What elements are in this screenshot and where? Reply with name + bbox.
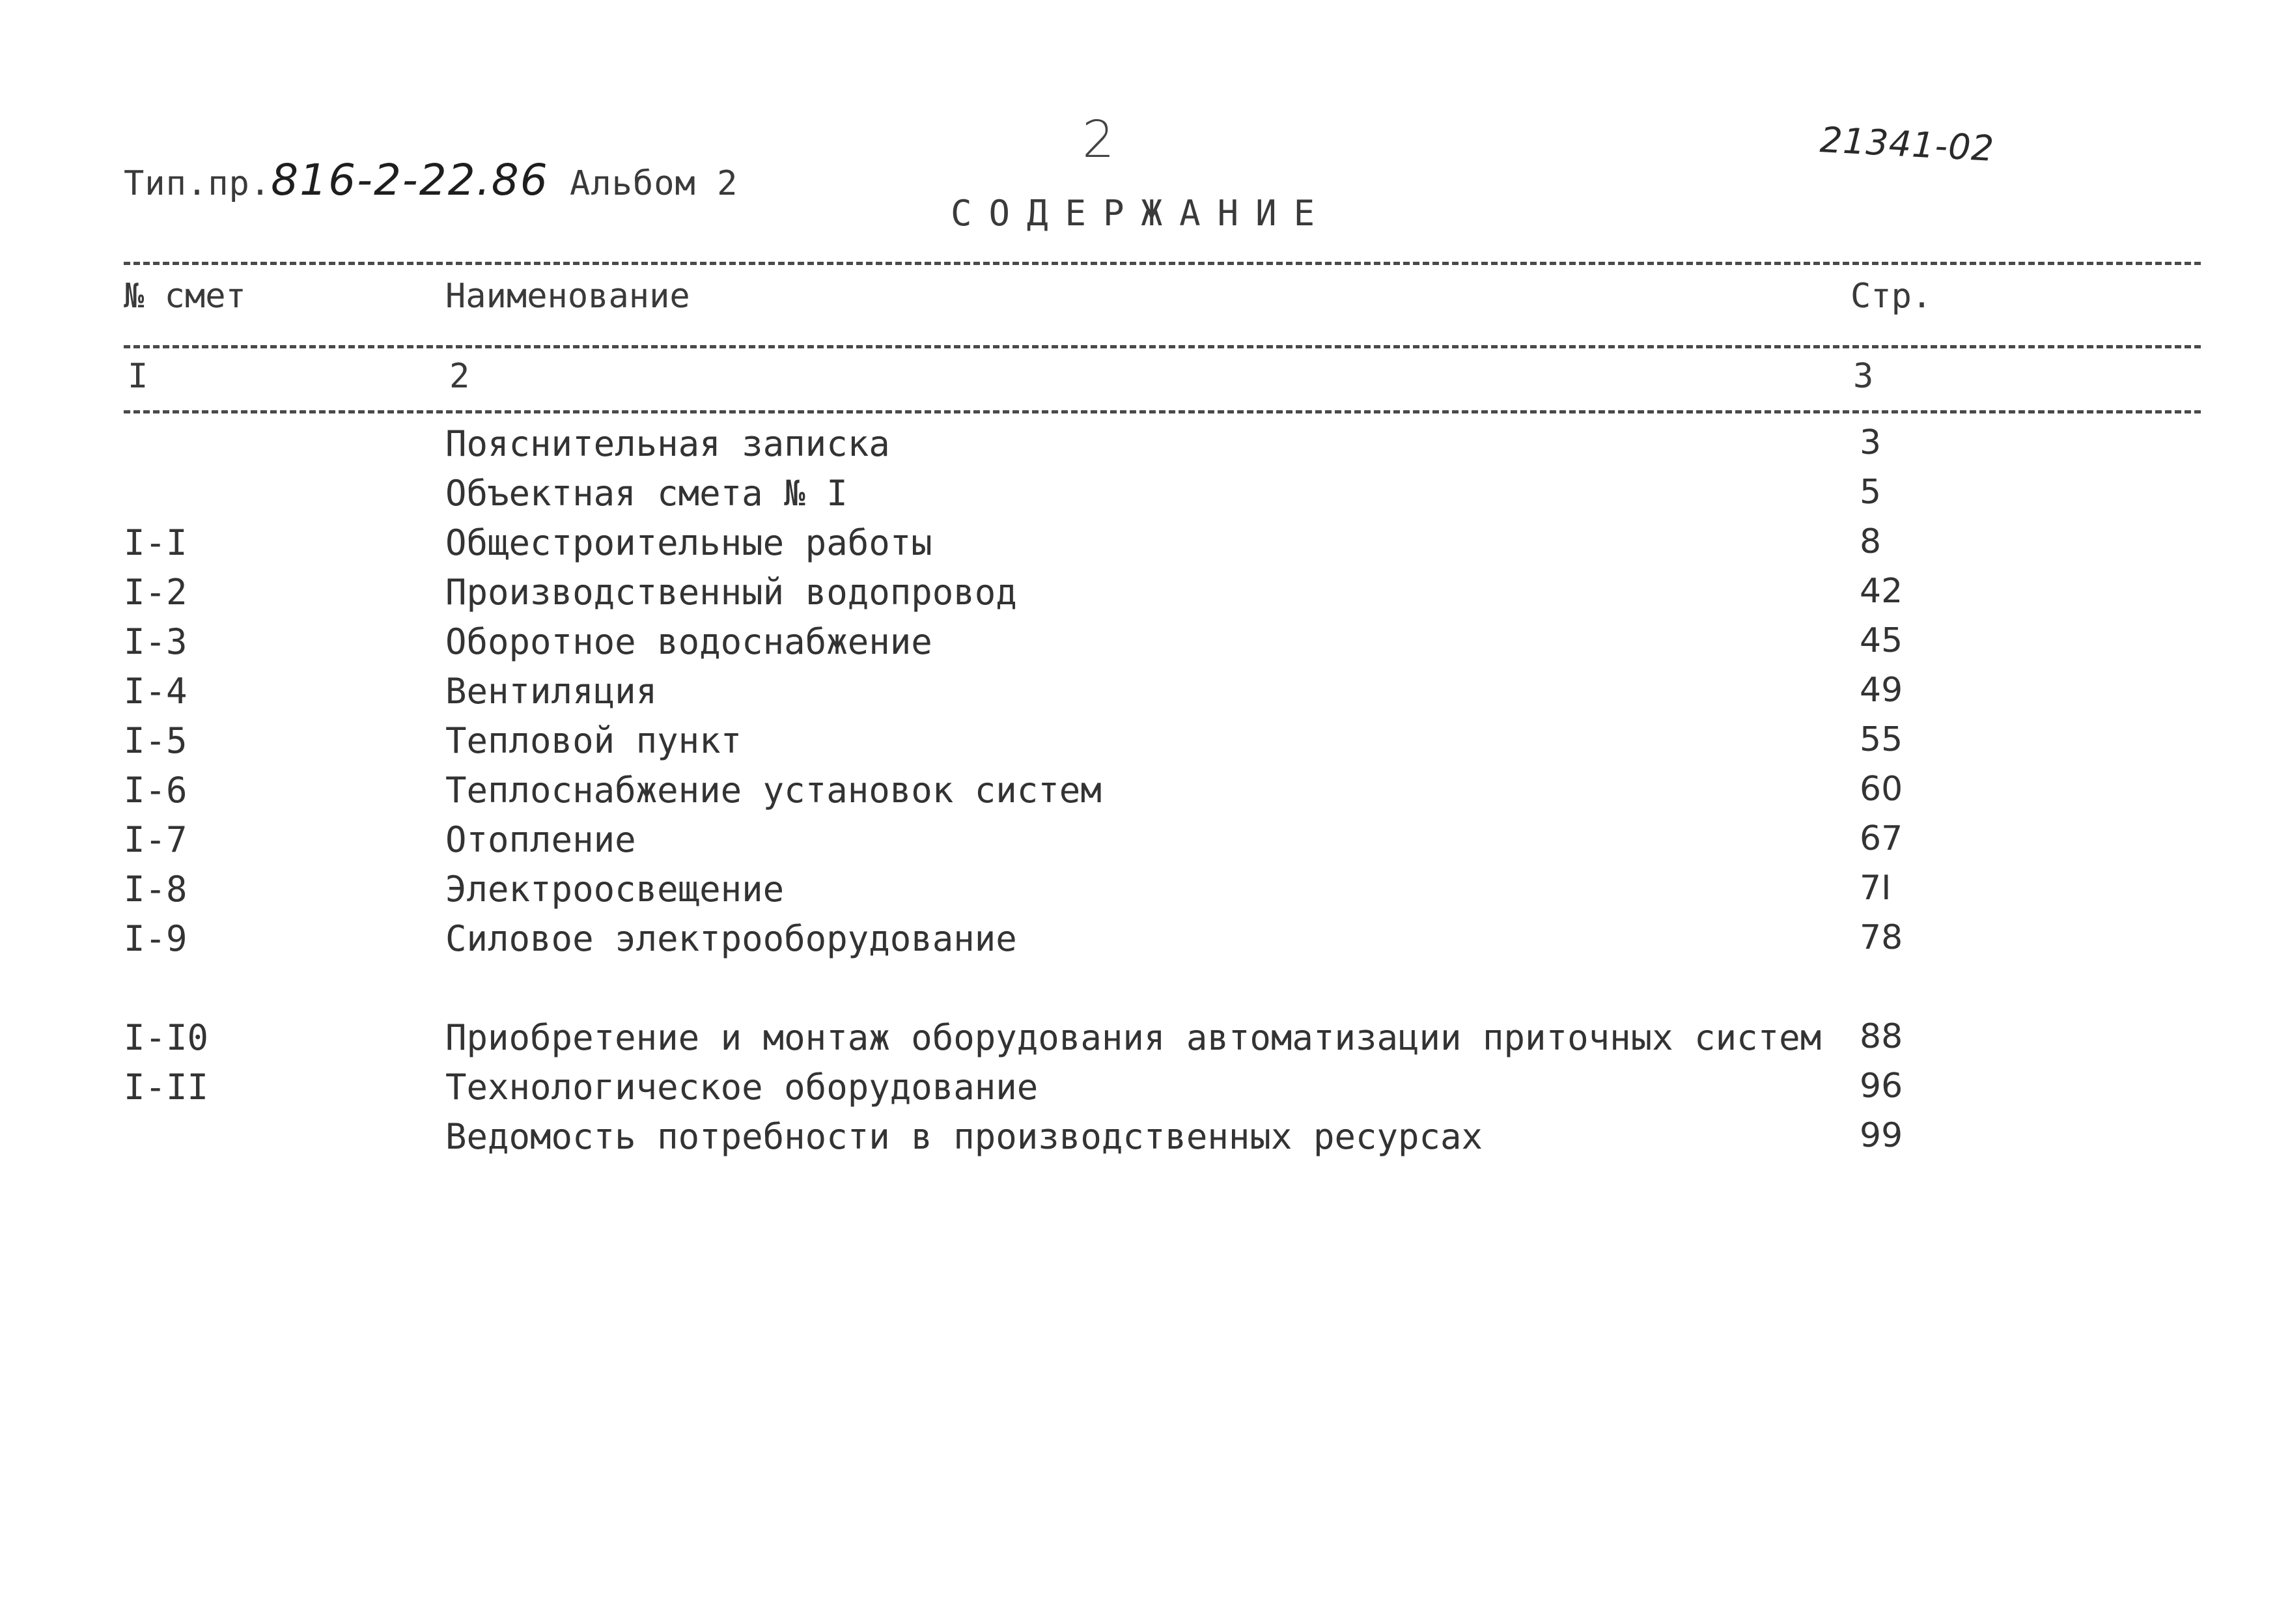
table-row xyxy=(0,720,2290,770)
table-row xyxy=(0,671,2290,720)
row-name: Технологическое оборудование xyxy=(445,1067,1039,1108)
table-header-rule xyxy=(124,345,2201,348)
table-numbering-rule xyxy=(124,410,2201,413)
page-number: 2 xyxy=(1082,111,1115,169)
row-estimate-number: I-I0 xyxy=(124,1017,209,1058)
table-row xyxy=(0,1067,2290,1116)
table-row xyxy=(0,770,2290,819)
row-estimate-number: I-I xyxy=(124,522,188,563)
table-row xyxy=(0,918,2290,968)
row-name: Вентиляция xyxy=(445,671,658,712)
row-page: 49 xyxy=(1860,671,1903,710)
row-page: 88 xyxy=(1860,1017,1903,1056)
table-row xyxy=(0,819,2290,869)
row-estimate-number: I-9 xyxy=(124,918,188,959)
row-page: 42 xyxy=(1860,572,1903,611)
column-number-2: 2 xyxy=(449,357,470,396)
row-estimate-number: I-4 xyxy=(124,671,188,712)
row-page: 55 xyxy=(1860,720,1903,759)
column-header-estimate-number: № смет xyxy=(124,277,246,316)
row-page: 60 xyxy=(1860,770,1903,809)
table-row xyxy=(0,522,2290,572)
table-row xyxy=(0,1017,2290,1067)
page-title: СОДЕРЖАНИЕ xyxy=(951,193,1332,234)
row-page: 3 xyxy=(1860,423,1882,462)
row-name: Общестроительные работы xyxy=(445,522,932,563)
row-name: Ведомость потребности в производственных ресурсах xyxy=(445,1116,1483,1157)
row-name: Пояснительная записка xyxy=(445,423,890,464)
row-name: Объектная смета № I xyxy=(445,473,848,514)
row-name: Отопление xyxy=(445,819,636,860)
row-name: Тепловой пункт xyxy=(445,720,742,761)
table-row xyxy=(0,869,2290,918)
document-code: 21341-02 xyxy=(1819,119,1996,169)
row-estimate-number: I-3 xyxy=(124,621,188,662)
album-label: Альбом 2 xyxy=(570,164,738,203)
type-prefix: Тип.пр. xyxy=(124,164,272,203)
row-page: 96 xyxy=(1860,1067,1903,1106)
column-header-name: Наименование xyxy=(445,277,690,316)
row-page: 67 xyxy=(1860,819,1903,858)
row-name: Силовое электрооборудование xyxy=(445,918,1017,959)
row-name: Электроосвещение xyxy=(445,869,785,910)
row-estimate-number: I-8 xyxy=(124,869,188,910)
table-row xyxy=(0,572,2290,621)
table-top-rule xyxy=(124,262,2201,265)
row-name: Приобретение и монтаж оборудования автоматизации приточных систем xyxy=(445,1017,1822,1058)
row-page: 99 xyxy=(1860,1116,1903,1155)
row-name: Оборотное водоснабжение xyxy=(445,621,932,662)
row-page: 7I xyxy=(1860,869,1892,908)
row-name: Теплоснабжение установок систем xyxy=(445,770,1102,811)
row-page: 8 xyxy=(1860,522,1882,561)
row-estimate-number: I-5 xyxy=(124,720,188,761)
column-number-1: I xyxy=(128,357,148,396)
row-page: 45 xyxy=(1860,621,1903,660)
row-estimate-number: I-7 xyxy=(124,819,188,860)
row-estimate-number: I-2 xyxy=(124,572,188,613)
row-estimate-number: I-6 xyxy=(124,770,188,811)
table-row xyxy=(0,473,2290,522)
column-header-page: Стр. xyxy=(1850,277,1933,316)
type-number: 816-2-22.86 xyxy=(271,155,549,205)
table-row xyxy=(0,423,2290,473)
table-row xyxy=(0,621,2290,671)
row-page: 78 xyxy=(1860,918,1903,957)
column-number-3: 3 xyxy=(1853,357,1874,396)
row-page: 5 xyxy=(1860,473,1882,512)
row-name: Производственный водопровод xyxy=(445,572,1017,613)
table-row xyxy=(0,1116,2290,1166)
document-designation xyxy=(124,155,738,205)
row-estimate-number: I-II xyxy=(124,1067,209,1108)
